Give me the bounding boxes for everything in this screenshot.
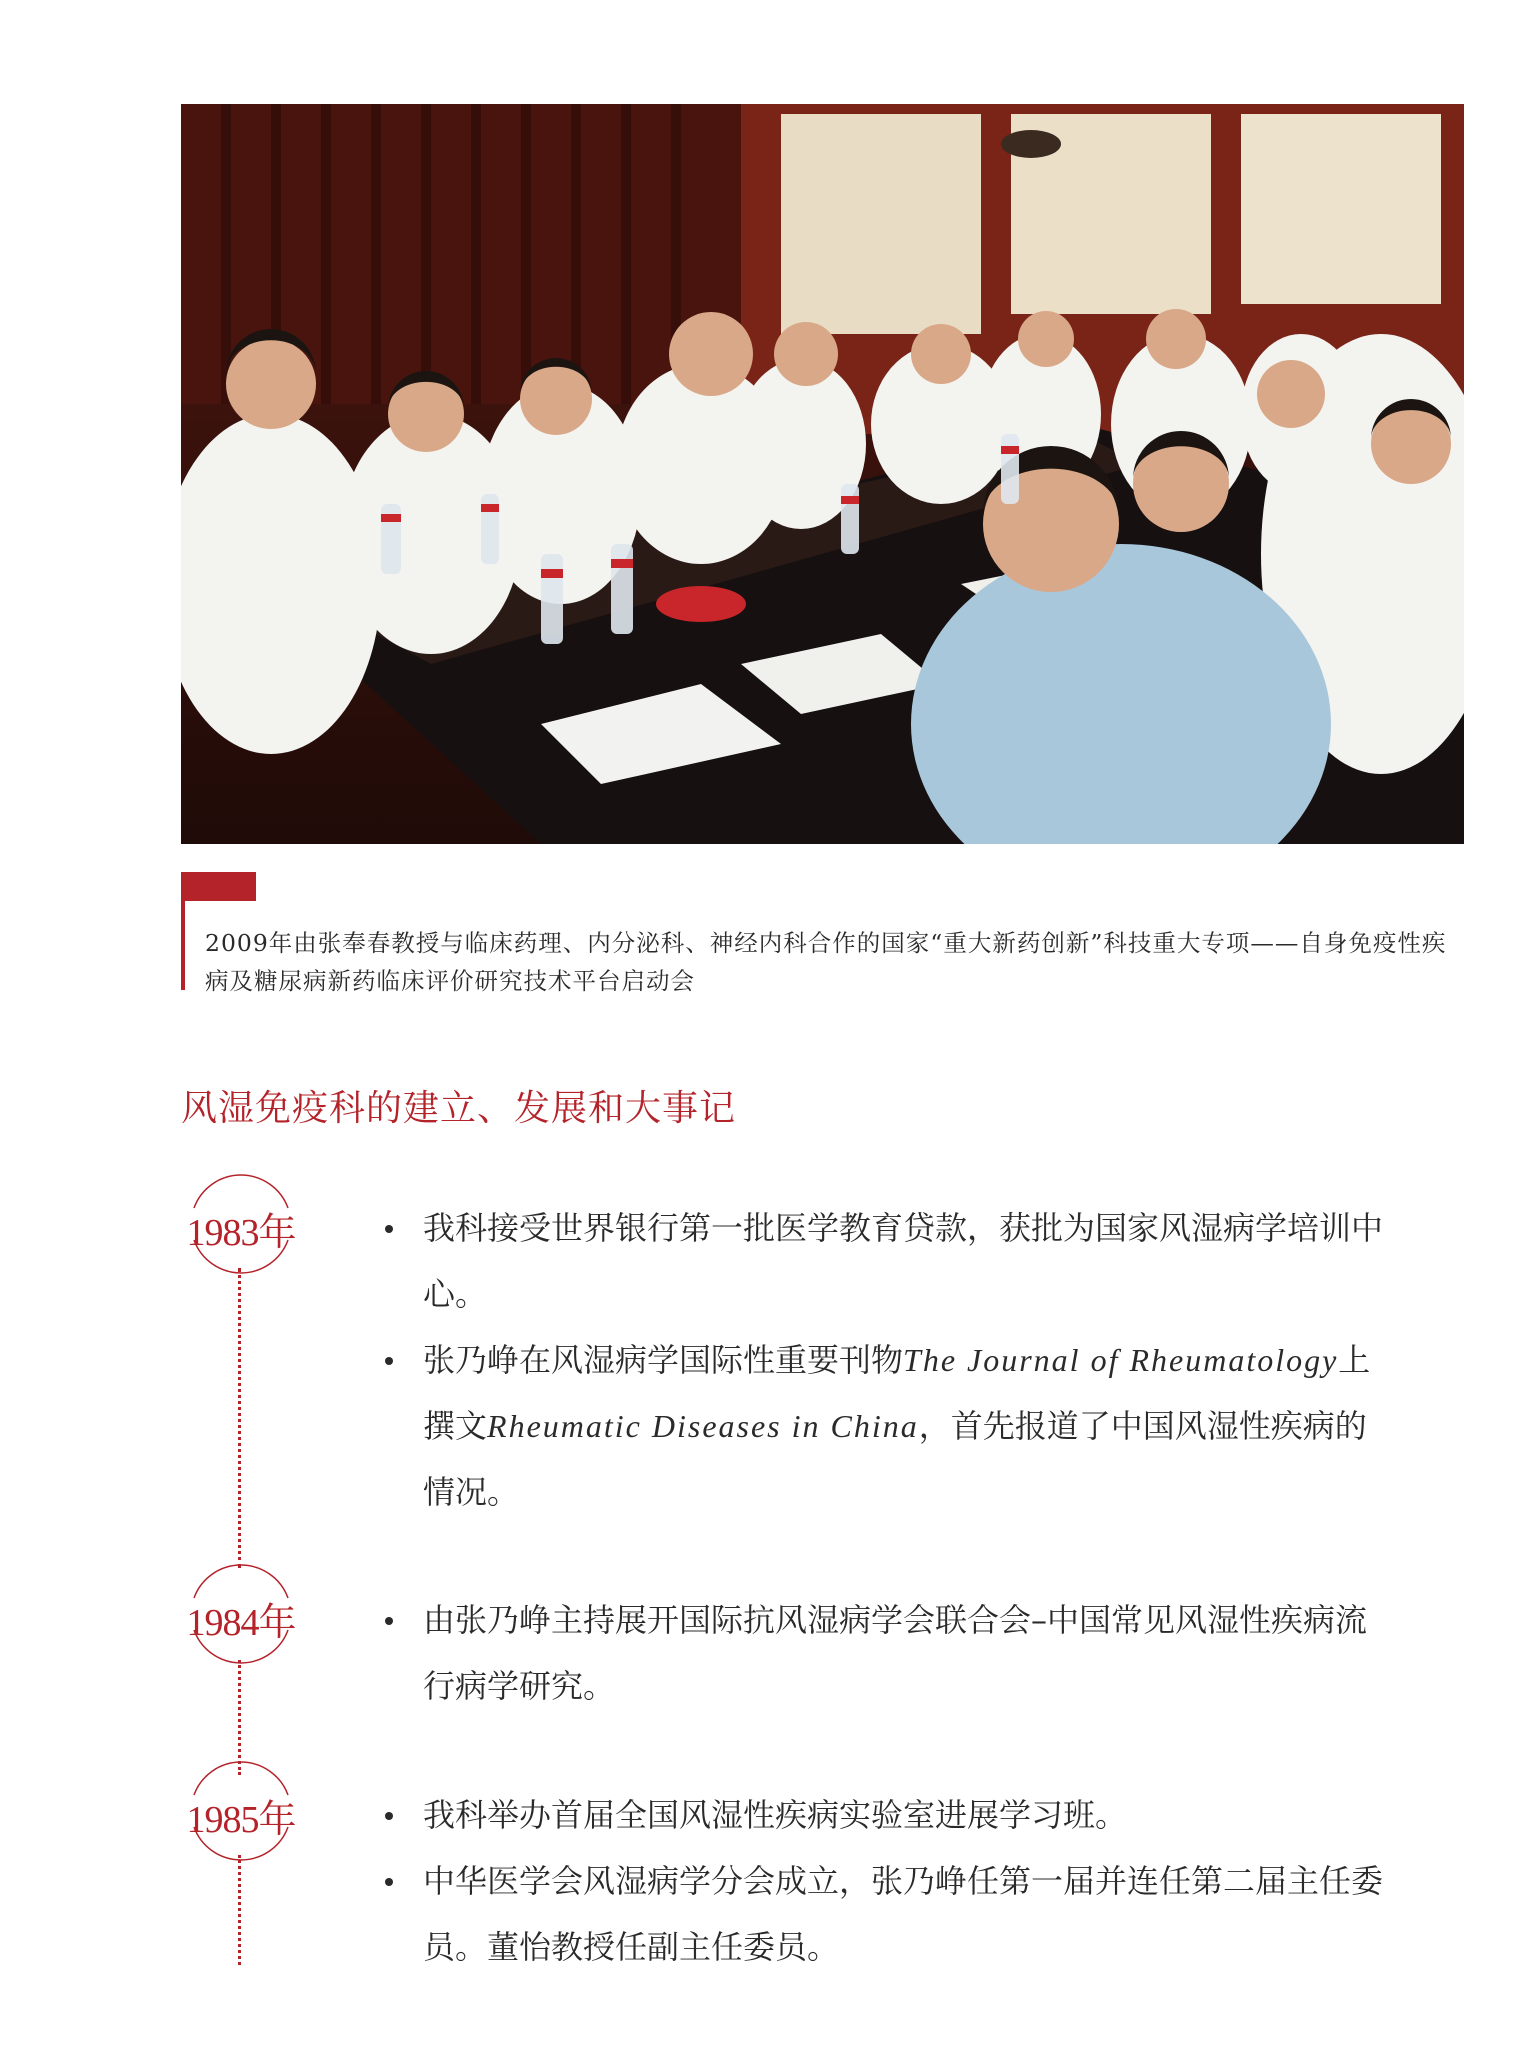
timeline-events — [385, 1782, 1385, 1980]
timeline-event — [385, 1587, 1385, 1719]
timeline-year: 1983年 — [186, 1212, 296, 1254]
event-text: 我科接受世界银行第一批医学教育贷款，获批为国家风湿病学培训中心。 — [423, 1209, 1384, 1313]
caption-accent-bar — [181, 872, 185, 990]
article-title: Rheumatic Diseases in China — [487, 1408, 919, 1444]
journal-title: The Journal of Rheumatology — [903, 1342, 1339, 1378]
photo-caption — [181, 872, 1471, 995]
caption-accent-flag — [181, 872, 256, 901]
event-text: ，首先报道了中国风湿性疾病的情况。 — [423, 1407, 1367, 1511]
timeline-event — [385, 1327, 1385, 1525]
timeline-connector — [238, 1268, 241, 1568]
meeting-photo-illustration — [181, 104, 1464, 844]
event-text: 由张乃峥主持展开国际抗风湿病学会联合会–中国常见风湿性疾病流行病学研究。 — [423, 1601, 1368, 1705]
bullet-icon — [385, 1357, 393, 1365]
timeline-year-marker — [176, 1168, 306, 1278]
bullet-icon — [385, 1617, 393, 1625]
event-text: 我科举办首届全国风湿性疾病实验室进展学习班。 — [423, 1796, 1128, 1834]
bullet-icon — [385, 1878, 393, 1886]
timeline-connector — [238, 1855, 241, 1965]
caption-text: 2009年由张奉春教授与临床药理、内分泌科、神经内科合作的国家“重大新药创新”科技重大专项——自身免疫性疾病及糖尿病新药临床评价研究技术平台启动会 — [205, 929, 1447, 995]
event-text: 中华医学会风湿病学分会成立，张乃峥任第一届并连任第二届主任委员。董怡教授任副主任委员。 — [423, 1862, 1384, 1966]
meeting-photo — [181, 104, 1464, 844]
timeline-events — [385, 1195, 1385, 1525]
event-text: 张乃峥在风湿病学国际性重要刊物 — [423, 1341, 904, 1379]
timeline-year: 1985年 — [186, 1799, 296, 1841]
timeline-events — [385, 1587, 1385, 1719]
bullet-icon — [385, 1225, 393, 1233]
timeline-event — [385, 1848, 1385, 1980]
section-title: 风湿免疫科的建立、发展和大事记 — [181, 1088, 737, 1129]
timeline-year-marker — [176, 1755, 306, 1865]
timeline-event — [385, 1195, 1385, 1327]
timeline-event — [385, 1782, 1385, 1848]
event-text: 上撰文 — [423, 1341, 1371, 1445]
bullet-icon — [385, 1812, 393, 1820]
timeline-year-marker — [176, 1558, 306, 1668]
timeline-year: 1984年 — [186, 1602, 296, 1644]
